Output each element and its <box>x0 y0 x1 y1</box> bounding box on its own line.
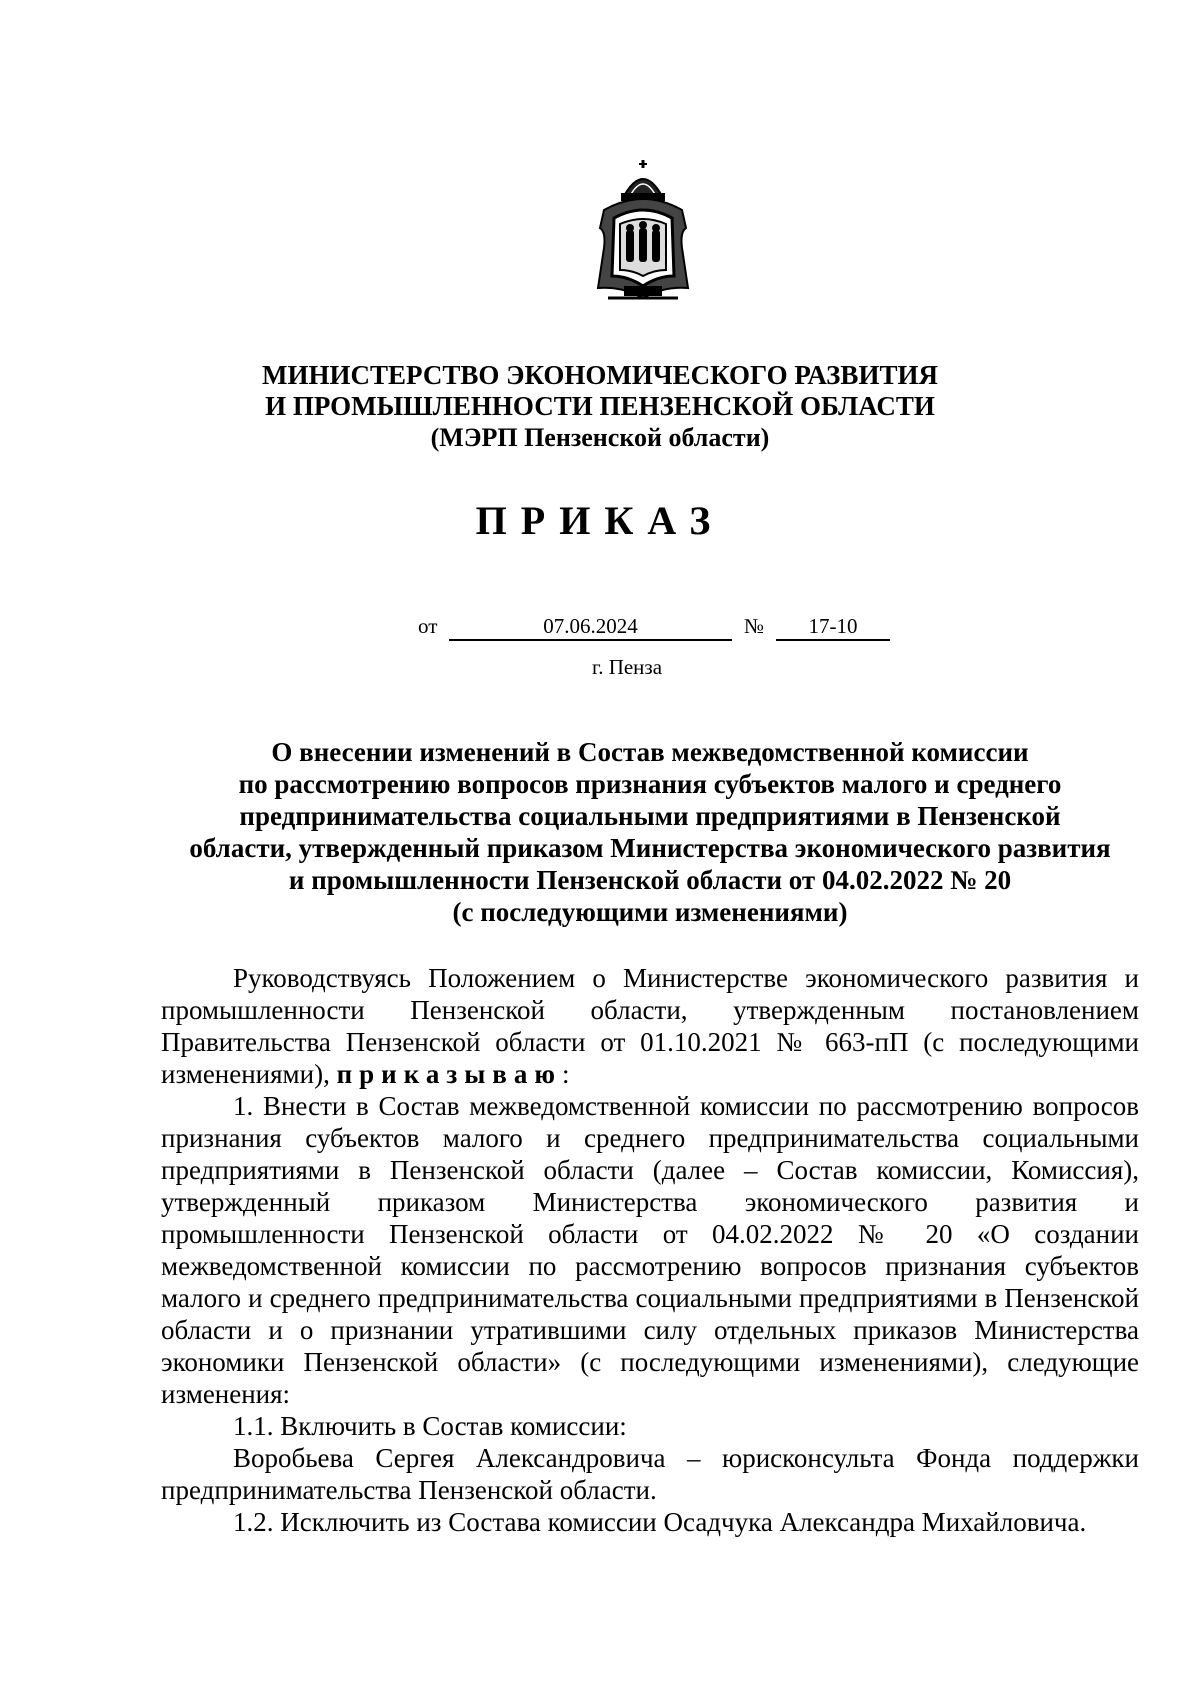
order-number: 17-10 <box>776 614 890 641</box>
number-label: № <box>744 614 765 638</box>
paragraph-1-1-person: Воробьева Сергея Александровича – юрисконсульта Фонда поддержки предпринимательства Пензенской области. <box>161 1443 1139 1505</box>
subject-line: (с последующими изменениями) <box>452 897 848 927</box>
ministry-name-line1: МИНИСТЕРСТВО ЭКОНОМИЧЕСКОГО РАЗВИТИЯ <box>262 360 938 390</box>
ministry-abbreviation: (МЭРП Пензенской области) <box>430 423 770 452</box>
date-label: от <box>418 614 438 638</box>
order-colon: : <box>562 1059 570 1089</box>
paragraph-1-1: 1.1. Включить в Состав комиссии: <box>233 1411 627 1441</box>
paragraph-1: 1. Внести в Состав межведомственной комиссии по рассмотрению вопросов признания субъектов малого и среднего предпринимательства социальными предприятиями в Пензенской области (далее – Состав комиссии, Комиссия), утвержденный приказом Министерства экономического развития и промышленности Пензенской области от 04.02.2022 № 20 «О создании межведомственной комиссии по рассмотрению вопросов признания субъектов малого и среднего предпринимательства социальными предприятиями в Пензенской области и о признании утратившими силу отдельных приказов Министерства экономики Пензенской области» (с последующими изменениями), следующие изменения: <box>161 1091 1139 1409</box>
paragraph-1-2: 1.2. Исключить из Состава комиссии Осадчука Александра Михайловича. <box>233 1507 1087 1537</box>
order-body <box>161 962 1139 1538</box>
subject-line: предпринимательства социальными предприятиями в Пензенской <box>239 801 1061 831</box>
issue-city: г. Пенза <box>591 655 663 679</box>
penza-coat-of-arms-icon <box>594 158 692 304</box>
subject-line: и промышленности Пензенской области от 04.02.2022 № 20 <box>288 865 1012 895</box>
preamble-text: Руководствуясь Положением о Министерстве экономического развития и промышленности Пензенской области, утвержденным постановлением Правительства Пензенской области от 01.10.2021 № 663-пП (с последующими изменениями), <box>161 963 1139 1089</box>
order-date-number-line <box>0 614 1200 644</box>
subject-line: по рассмотрению вопросов признания субъектов малого и среднего <box>238 769 1062 799</box>
order-date: 07.06.2024 <box>449 614 732 641</box>
subject-line: О внесении изменений в Состав межведомственной комиссии <box>271 737 1029 767</box>
order-subject <box>150 736 1150 928</box>
document-type-title: ПРИКАЗ <box>475 498 725 543</box>
ministry-name-line2: И ПРОМЫШЛЕННОСТИ ПЕНЗЕНСКОЙ ОБЛАСТИ <box>265 391 935 421</box>
ministry-name <box>0 360 1200 453</box>
preamble-paragraph <box>161 962 1139 1090</box>
order-word: приказываю <box>336 1059 563 1089</box>
subject-line: области, утвержденный приказом Министерства экономического развития <box>189 833 1111 863</box>
